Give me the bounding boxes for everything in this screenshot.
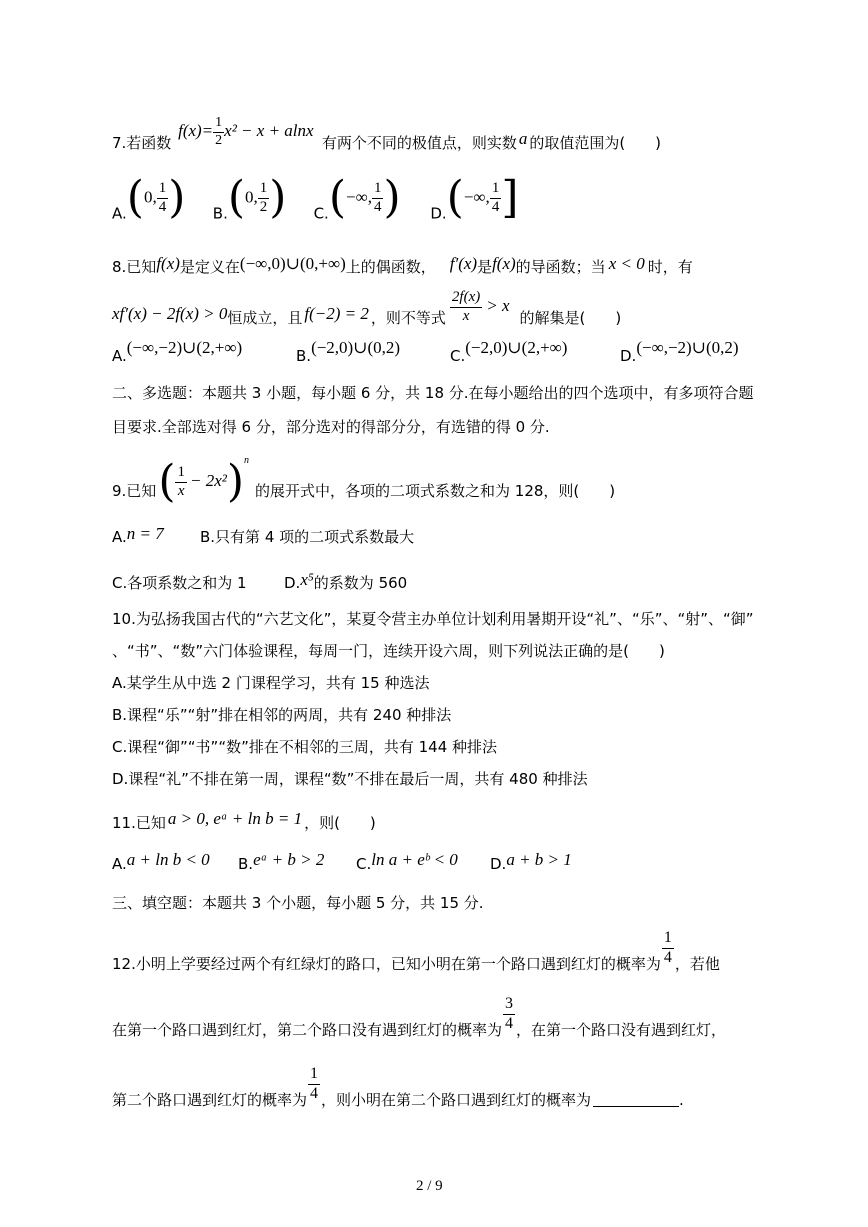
- q8-fpx: f′(x): [449, 254, 478, 273]
- question-12-line-1: [112, 930, 720, 974]
- question-11: [112, 809, 376, 833]
- q12-period: .: [679, 1090, 684, 1109]
- q9-option-b: B.只有第 4 项的二项式系数最大: [200, 528, 415, 546]
- q8-inequality: xf′(x) − 2f(x) > 0: [112, 304, 228, 324]
- section-3-header: 三、填空题：本题共 3 个小题，每小题 5 分，共 15 分.: [112, 894, 484, 912]
- q11-option-d: D.a + b > 1: [490, 850, 572, 873]
- q12-text-3: 第二个路口遇到红灯的概率为: [112, 1090, 308, 1109]
- q11-prefix: 11.已知: [112, 814, 166, 832]
- q7-stem-prefix: 7.若函数: [112, 134, 172, 153]
- q12-frac-1: $\frac{1}{4}$: [663, 929, 672, 966]
- q8-text: 的解集是( ): [519, 309, 622, 328]
- q8-target-inequality: $\frac{2f(x)}{x}$ > x: [451, 289, 510, 324]
- q7-option-d: D.(−∞, $\frac{1}{4}$ ]: [430, 172, 519, 223]
- q8-text: 的导函数；当: [515, 258, 606, 276]
- q10-option-c: C.课程“御”“书”“数”排在不相邻的三周，共有 144 种排法: [112, 738, 498, 756]
- q11-option-b: B.eᵃ + b > 2: [238, 850, 325, 873]
- q12-frac-3: $\frac{1}{4}$: [310, 1065, 319, 1102]
- q10-option-b: B.课程“乐”“射”排在相邻的两周，共有 240 种排法: [112, 706, 452, 724]
- q12-text-1: 12.小明上学要经过两个有红绿灯的路口，已知小明在第一个路口遇到红灯的概率为: [112, 954, 661, 973]
- q11-option-a: A.a + ln b < 0: [112, 850, 210, 873]
- q12-text-2: 在第一个路口遇到红灯，第二个路口没有遇到红灯的概率为: [112, 1020, 503, 1039]
- q9-suffix: 的展开式中，各项的二项式系数之和为 128，则( ): [255, 481, 616, 500]
- q8-fx2: f(x): [492, 254, 516, 273]
- q9-option-d: D.x⁵的系数为 560: [284, 570, 408, 592]
- q11-suffix: ，则( ): [304, 814, 376, 832]
- section-2-line-1: 二、多选题：本题共 3 小题，每小题 6 分，共 18 分.在每小题给出的四个选项中，有多项符合题: [112, 384, 754, 402]
- q9-options-row-2: [112, 572, 407, 593]
- question-12-line-3: [112, 1066, 684, 1110]
- q8-text: 上的偶函数，: [345, 258, 436, 276]
- q12-text-2-end: ，在第一个路口没有遇到红灯，: [516, 1020, 727, 1039]
- q9-binomial: ( $\frac{1}{x}$ − 2x²)$^n$: [158, 455, 250, 507]
- q8-f-minus2: f(−2) = 2: [304, 304, 369, 324]
- q9-prefix: 9.已知: [112, 481, 157, 500]
- section-2-line-2: 目要求.全部选对得 6 分，部分选对的得部分分，有选错的得 0 分.: [112, 418, 550, 436]
- question-10-line-1: 10.为弘扬我国古代的“六艺文化”，某夏令营主办单位计划利用暑期开设“礼”、“乐”、“射”、“御”: [112, 610, 754, 628]
- question-7: [112, 115, 662, 160]
- q8-text: 是定义在: [179, 258, 240, 276]
- q7-stem-end: 的取值范围为( ): [529, 134, 662, 153]
- q11-condition: a > 0, eᵃ + ln b = 1: [167, 809, 303, 828]
- q8-option-c: C.(−2,0)∪(2,+∞): [450, 338, 568, 365]
- q7-function-formula: f(x)= $\frac{1}{2}$ x² − x + alnx: [178, 115, 314, 148]
- q8-domain: (−∞,0)∪(0,+∞): [239, 254, 346, 273]
- q12-text-1-end: ，若他: [674, 954, 720, 973]
- q12-text-3-end: ，则小明在第二个路口遇到红灯的概率为: [321, 1090, 592, 1109]
- q7-option-c: C.(−∞, $\frac{1}{4}$ ): [313, 172, 401, 223]
- q7-stem-suffix: 有两个不同的极值点，则实数: [321, 134, 517, 153]
- question-10-line-2: 、“书”、“数”六门体验课程，每周一门，连续开设六周，则下列说法正确的是( ): [112, 642, 665, 660]
- q10-option-d: D.课程“礼”不排在第一周，课程“数”不排在最后一周，共有 480 种排法: [112, 770, 588, 788]
- page-number: 2 / 9: [416, 1178, 443, 1194]
- q11-options: [112, 850, 572, 874]
- question-8-line-2: [112, 289, 622, 337]
- q8-option-b: B.(−2,0)∪(0,2): [296, 338, 401, 365]
- question-12-line-2: [112, 996, 726, 1040]
- q8-option-a: A.(−∞,−2)∪(2,+∞): [112, 338, 243, 365]
- q9-options-row-1: [112, 526, 414, 547]
- q8-option-d: D.(−∞,−2)∪(0,2): [620, 338, 739, 365]
- question-8-line-1: [112, 256, 693, 277]
- q7-option-b: B.(0, $\frac{1}{2}$ ): [212, 172, 287, 223]
- q9-option-c: C.各项系数之和为 1: [112, 574, 247, 592]
- q8-prefix: 8.已知: [112, 258, 157, 276]
- q7-var-a: a: [518, 129, 528, 149]
- q8-fx: f(x): [156, 254, 180, 273]
- q8-text: 恒成立，且: [227, 309, 303, 328]
- q8-options: [112, 338, 739, 365]
- q12-answer-blank[interactable]: [593, 1092, 679, 1107]
- q12-frac-2: $\frac{3}{4}$: [505, 995, 514, 1032]
- q7-option-a: A.(0, $\frac{1}{4}$ ): [112, 172, 186, 223]
- q8-text: 是: [477, 258, 493, 276]
- q8-text: ，则不等式: [370, 309, 446, 328]
- q10-option-a: A.某学生从中选 2 门课程学习，共有 15 种选法: [112, 674, 430, 692]
- q8-cond: x < 0: [608, 254, 645, 273]
- q9-option-a: A.n = 7: [112, 524, 164, 546]
- q8-text: 时，有: [647, 258, 693, 276]
- q7-options: [112, 172, 550, 223]
- question-9: [112, 455, 616, 514]
- q11-option-c: C.ln a + eᵇ < 0: [356, 850, 458, 873]
